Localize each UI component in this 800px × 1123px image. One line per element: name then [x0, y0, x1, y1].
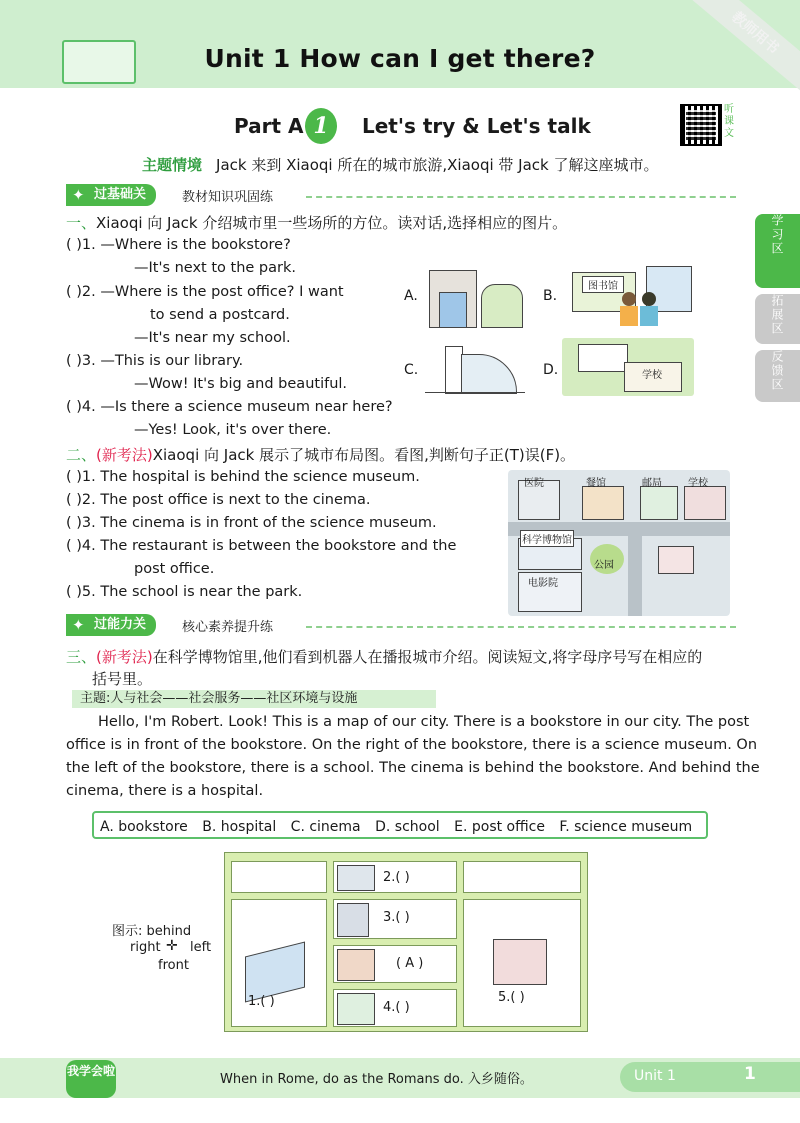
q2-line: ( )1. The hospital is behind the science museum.	[66, 469, 420, 485]
q2-line: post office.	[134, 561, 215, 577]
theme-text: Jack 来到 Xiaoqi 所在的城市旅游,Xiaoqi 带 Jack 了解这座城市。	[216, 156, 659, 174]
option-box	[92, 811, 708, 839]
part-number-badge: 1	[305, 108, 337, 144]
question-2-prompt: 二、(新考法)Xiaoqi 向 Jack 展示了城市布局图。看图,判断句子正(T)误(F)。	[66, 446, 576, 464]
option: F. science museum	[559, 819, 693, 835]
section-subtitle: 教材知识巩固练	[182, 190, 274, 205]
slot-5[interactable]: 5.( )	[498, 990, 525, 1005]
option: B. hospital	[202, 819, 277, 835]
pic-label-a: A.	[404, 288, 418, 304]
part-subtitle: Let's try & Let's talk	[362, 114, 591, 138]
tab-study[interactable]: 学习区	[755, 214, 800, 288]
q1-line: ( )2. —Where is the post office? I want	[66, 284, 344, 300]
legend-left: left	[190, 940, 212, 955]
q1-line: to send a postcard.	[150, 307, 290, 323]
pic-label-d: D.	[543, 362, 559, 378]
divider	[306, 196, 736, 198]
q1-line: ( )3. —This is our library.	[66, 353, 244, 369]
option: E. post office	[454, 819, 545, 835]
library-picture: 图书馆	[562, 262, 694, 328]
legend-front: front	[158, 958, 189, 973]
part-label: Part A	[234, 114, 304, 138]
slot-a: ( A )	[396, 956, 424, 971]
slot-2[interactable]: 2.( )	[383, 870, 410, 885]
tab-feedback[interactable]: 反馈区	[755, 350, 800, 402]
corner-stamp: 教师用书	[680, 0, 800, 99]
q1-line: ( )1. —Where is the bookstore?	[66, 237, 291, 253]
footer-unit: Unit 1	[634, 1068, 676, 1084]
q1-line: —It's next to the park.	[134, 260, 296, 276]
section-bar-basic	[66, 184, 736, 206]
question-3-prompt: 三、(新考法)在科学博物馆里,他们看到机器人在播报城市介绍。阅读短文,将字母序号写在相应的	[66, 648, 703, 666]
section-badge: ✦ 过基础关	[66, 184, 156, 206]
section-subtitle: 核心素养提升练	[182, 620, 274, 635]
passage-line: Hello, I'm Robert. Look! This is a map of our city. There is a bookstore in our city. The post	[98, 714, 750, 730]
passage-line: cinema, there is a hospital.	[66, 783, 264, 799]
q1-line: —Yes! Look, it's over there.	[134, 422, 332, 438]
theme-label: 主题情境	[142, 156, 203, 174]
q1-line: —Wow! It's big and beautiful.	[134, 376, 348, 392]
question-1-prompt: 一、Xiaoqi 向 Jack 介绍城市里一些场所的方位。读对话,选择相应的图片。	[66, 214, 568, 232]
question-3-prompt-cont: 括号里。	[92, 670, 153, 688]
option: C. cinema	[290, 819, 361, 835]
page-number: 1	[744, 1064, 756, 1084]
tab-extend[interactable]: 拓展区	[755, 294, 800, 344]
slot-3[interactable]: 3.( )	[383, 910, 410, 925]
option: A. bookstore	[100, 819, 188, 835]
slot-1[interactable]: 1.( )	[248, 994, 275, 1009]
page-title: Unit 1 How can I get there?	[204, 44, 596, 73]
city-layout-map: 医院 餐馆 邮局 学校 科学博物馆 公园 电影院	[508, 470, 730, 616]
star-icon: ✦	[72, 616, 85, 634]
star-icon: ✦	[72, 186, 85, 204]
q1-line: —It's near my school.	[134, 330, 291, 346]
divider	[306, 626, 736, 628]
q2-line: ( )2. The post office is next to the cinema.	[66, 492, 371, 508]
passage-line: office is in front of the bookstore. On the right of the bookstore, there is a science museum. On	[66, 737, 758, 753]
q2-line: ( )5. The school is near the park.	[66, 584, 303, 600]
compass-icon: ✛	[166, 938, 178, 954]
q2-line: ( )3. The cinema is in front of the science museum.	[66, 515, 437, 531]
school-picture: 学校	[562, 338, 694, 396]
science-museum-picture	[425, 340, 525, 396]
passage-line: the left of the bookstore, there is a school. The cinema is behind the bookstore. And behind the	[66, 760, 760, 776]
pic-label-b: B.	[543, 288, 558, 304]
topic-banner: 主题:人与社会——社会服务——社区环境与设施	[72, 690, 436, 708]
pic-label-c: C.	[404, 362, 419, 378]
theme-line	[142, 154, 659, 175]
option: D. school	[375, 819, 440, 835]
section-bar-ability	[66, 614, 736, 636]
qr-label: 听课文	[724, 104, 734, 139]
qr-code-icon[interactable]	[680, 104, 722, 146]
q2-line: ( )4. The restaurant is between the bookstore and the	[66, 538, 457, 554]
slot-4[interactable]: 4.( )	[383, 1000, 410, 1015]
legend-right: right	[130, 940, 161, 955]
bookstore-picture	[425, 262, 525, 328]
footer-proverb: When in Rome, do as the Romans do. 入乡随俗。	[220, 1072, 533, 1087]
section-badge: ✦ 过能力关	[66, 614, 156, 636]
q1-line: ( )4. —Is there a science museum near here?	[66, 399, 393, 415]
footer-badge: 我学会啦	[66, 1060, 116, 1098]
legend-title: 图示: behind	[112, 924, 192, 939]
